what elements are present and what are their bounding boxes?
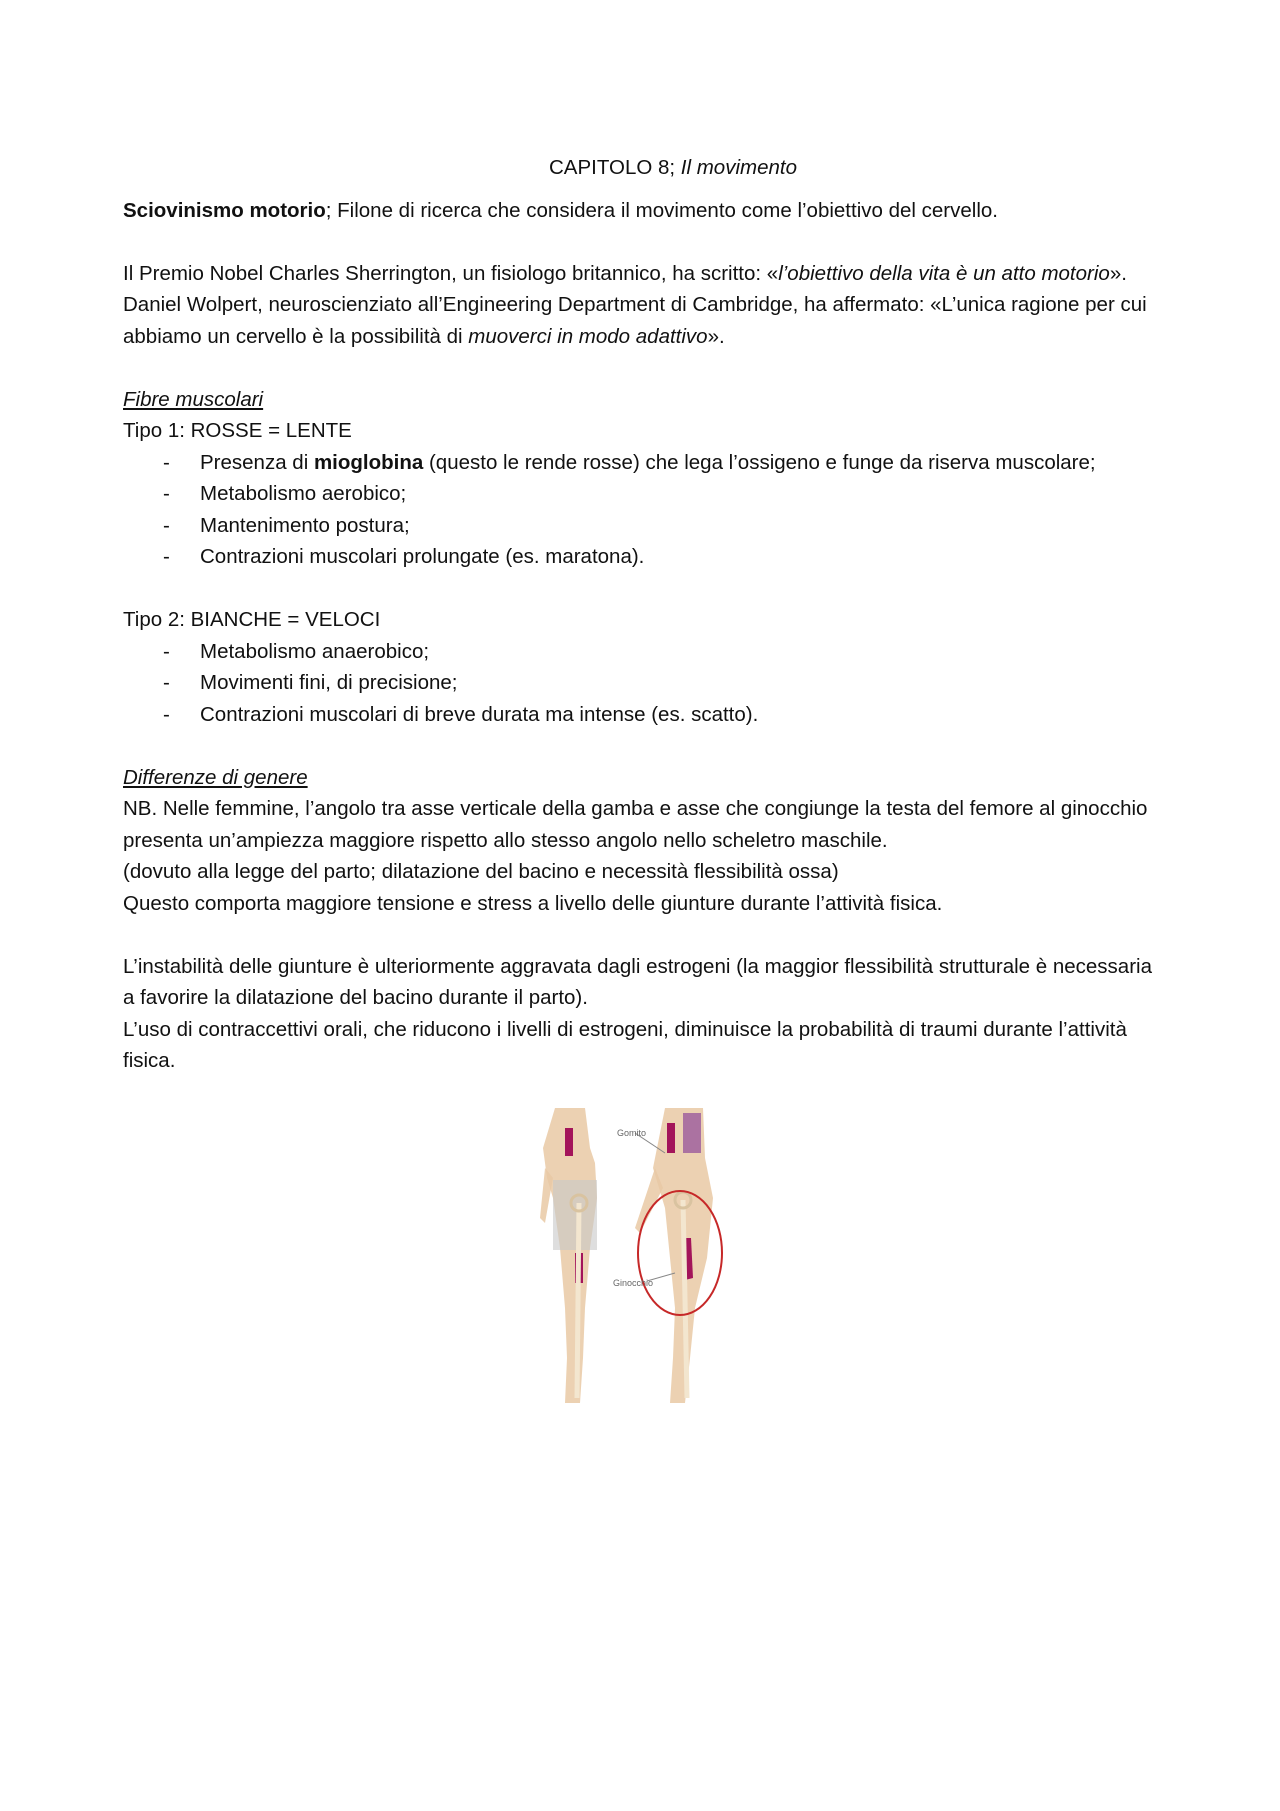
list-item: - Presenza di mioglobina (questo le rende rosse) che lega l’ossigeno e funge da riserva muscolare; — [123, 447, 1163, 479]
type2-list — [123, 636, 1163, 731]
intro-definition: ; Filone di ricerca che considera il movimento come l’obiettivo del cervello. — [325, 198, 998, 222]
document-page — [123, 152, 1163, 1077]
type1-list — [123, 447, 1163, 573]
intro-paragraph — [123, 195, 1163, 227]
type1-label: Tipo 1: ROSSE = LENTE — [123, 419, 352, 442]
gender-paragraph-1: NB. Nelle femmine, l’angolo tra asse verticale della gamba e asse che congiunge la testa del femore al ginocchio presenta un’ampiezza maggiore rispetto allo stesso angolo nello scheletro maschile. — [123, 797, 1148, 852]
list-item: - Movimenti fini, di precisione; — [123, 667, 1163, 699]
list-item: - Contrazioni muscolari di breve durata ma intense (es. scatto). — [123, 699, 1163, 731]
female-elbow-highlight — [667, 1123, 675, 1153]
list-item: - Metabolismo anaerobico; — [123, 636, 1163, 668]
male-figure — [540, 1108, 597, 1403]
chapter-subtitle: Il movimento — [680, 156, 797, 179]
sherrington-paragraph: Il Premio Nobel Charles Sherrington, un fisiologo britannico, ha scritto: «l’obiettivo della vita è un atto motorio». — [123, 261, 1127, 285]
wolpert-paragraph: Daniel Wolpert, neuroscienziato all’Engineering Department di Cambridge, ha affermato: «L’unica ragione per cui abbiamo un cervello è la possibilità di muoverci in modo adattivo». — [123, 293, 1147, 348]
gender-heading: Differenze di genere — [123, 765, 308, 789]
type2-label: Tipo 2: BIANCHE = VELOCI — [123, 608, 381, 631]
female-figure — [635, 1108, 722, 1403]
gender-paragraph-2: (dovuto alla legge del parto; dilatazione del bacino e necessità flessibilità ossa) — [123, 860, 839, 883]
fibre-heading: Fibre muscolari — [123, 387, 264, 411]
elbow-label: Gomito — [617, 1128, 647, 1138]
sherrington-quote: l’obiettivo della vita è un atto motorio — [778, 261, 1110, 285]
chapter-label: CAPITOLO 8; — [549, 156, 681, 179]
gender-paragraph-4: L’instabilità delle giunture è ulteriormente aggravata dagli estrogeni (la maggior flessibilità strutturale è necessaria a favorire la dilatazione del bacino durante il parto). — [123, 954, 1152, 1009]
knee-label: Ginocchio — [613, 1278, 654, 1288]
skeleton-illustration — [535, 1108, 735, 1408]
list-item: - Mantenimento postura; — [123, 510, 1163, 542]
intro-term: Sciovinismo motorio — [123, 198, 326, 222]
gender-paragraph-5: L’uso di contraccettivi orali, che riducono i livelli di estrogeni, diminuisce la probabilità di traumi durante l’attività fisica. — [123, 1017, 1127, 1072]
list-item: - Contrazioni muscolari prolungate (es. maratona). — [123, 541, 1163, 573]
male-elbow-highlight — [565, 1128, 573, 1156]
myoglobin-term: mioglobina — [313, 450, 424, 474]
wolpert-quote: muoverci in modo adattivo — [468, 324, 708, 348]
list-item: - Metabolismo aerobico; — [123, 478, 1163, 510]
page-title — [183, 152, 1163, 184]
gender-paragraph-3: Questo comporta maggiore tensione e stress a livello delle giunture durante l’attività fisica. — [123, 891, 943, 915]
